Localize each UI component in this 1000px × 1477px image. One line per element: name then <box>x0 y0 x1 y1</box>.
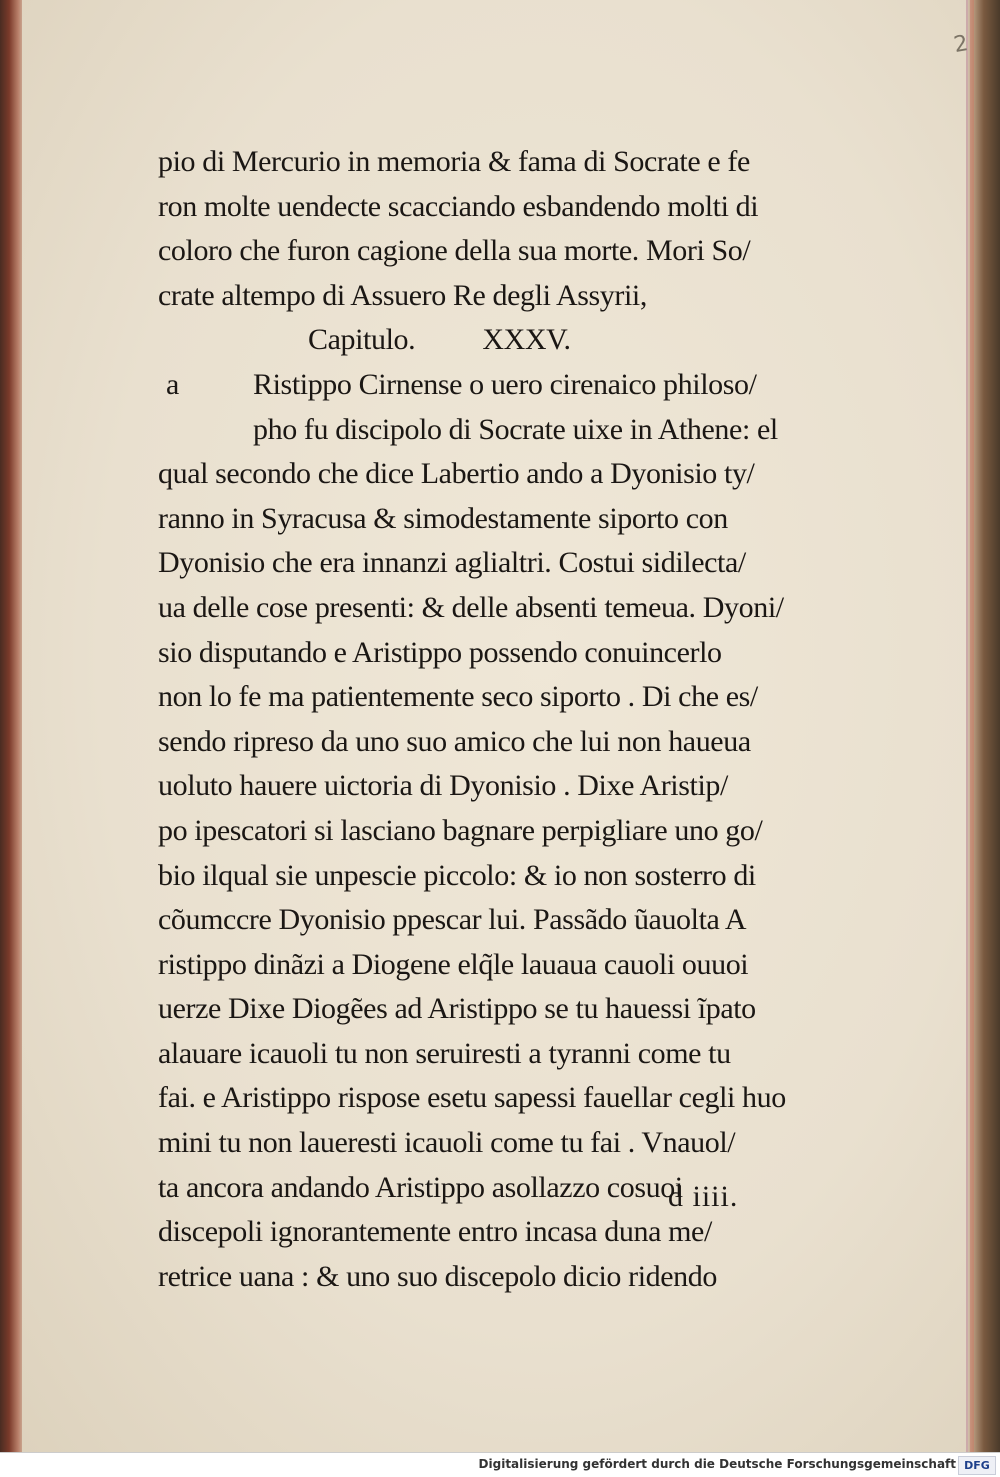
text-line: crate altempo di Assuero Re degli Assyrii, <box>158 278 647 312</box>
text-line: ua delle cose presenti: & delle absenti temeua. Dyoni/ <box>158 590 784 624</box>
footer-bar <box>0 1452 1000 1477</box>
guide-letter: a <box>166 367 179 401</box>
chapter-first-line <box>158 363 808 408</box>
chapter-number: XXXV. <box>482 323 571 357</box>
corner-mark: 2 <box>951 30 971 59</box>
text-line: bio ilqual sie unpescie piccolo: & io non sosterro di <box>158 858 756 892</box>
text-line: coloro che furon cagione della sua morte. Mori So/ <box>158 234 751 268</box>
first-line-text: Ristippo Cirnense o uero cirenaico philoso/ <box>253 367 757 401</box>
book-right-edge <box>964 0 1000 1452</box>
text-line: sendo ripreso da uno suo amico che lui non haueua <box>158 724 751 758</box>
text-line: ta ancora andando Aristippo asollazzo cosuoi <box>158 1170 683 1204</box>
text-line: uerze Dixe Diogẽes ad Aristippo se tu hauessi ĩpato <box>158 992 756 1026</box>
text-line: pio di Mercurio in memoria & fama di Socrate e fe <box>158 145 750 178</box>
footer-credit: Digitalisierung gefördert durch die Deutsche Forschungsgemeinschaft <box>478 1457 956 1471</box>
text-line: ranno in Syracusa & simodestamente siporto con <box>158 501 728 535</box>
text-line: fai. e Aristippo rispose esetu sapessi fauellar cegli huo <box>158 1081 786 1115</box>
chapter-label: Capitulo. <box>308 323 416 357</box>
text-line: po ipescatori si lasciano bagnare perpigliare uno go/ <box>158 813 763 847</box>
text-line: alauare icauoli tu non seruiresti a tyranni come tu <box>158 1036 731 1070</box>
text-line: sio disputando e Aristippo possendo conuincerlo <box>158 635 722 669</box>
text-line: pho fu discipolo di Socrate uixe in Athene: el <box>253 412 778 446</box>
text-line: Dyonisio che era innanzi aglialtri. Costui sidilecta/ <box>158 546 746 580</box>
text-line: discepoli ignorantemente entro incasa duna me/ <box>158 1215 712 1249</box>
dfg-logo-icon: DFG <box>958 1456 996 1475</box>
page-text <box>158 140 808 1299</box>
chapter-heading <box>158 318 808 363</box>
text-line: mini tu non laueresti icauoli come tu fai . Vnauol/ <box>158 1126 736 1160</box>
text-line: non lo fe ma patientemente seco siporto . Di che es/ <box>158 680 758 714</box>
text-line: ron molte uendecte scacciando esbandendo molti di <box>158 189 759 223</box>
text-line: cõumccre Dyonisio ppescar lui. Passãdo ũauolta A <box>158 903 747 937</box>
signature-mark: d iiii. <box>668 1180 739 1213</box>
text-line: qual secondo che dice Labertio ando a Dyonisio ty/ <box>158 457 755 491</box>
text-line: uoluto hauere uictoria di Dyonisio . Dixe Aristip/ <box>158 769 728 803</box>
text-line: ristippo dinãzi a Diogene elq̃le lauaua cauoli ouuoi <box>158 947 749 981</box>
text-line: retrice uana : & uno suo discepolo dicio ridendo <box>158 1259 717 1293</box>
